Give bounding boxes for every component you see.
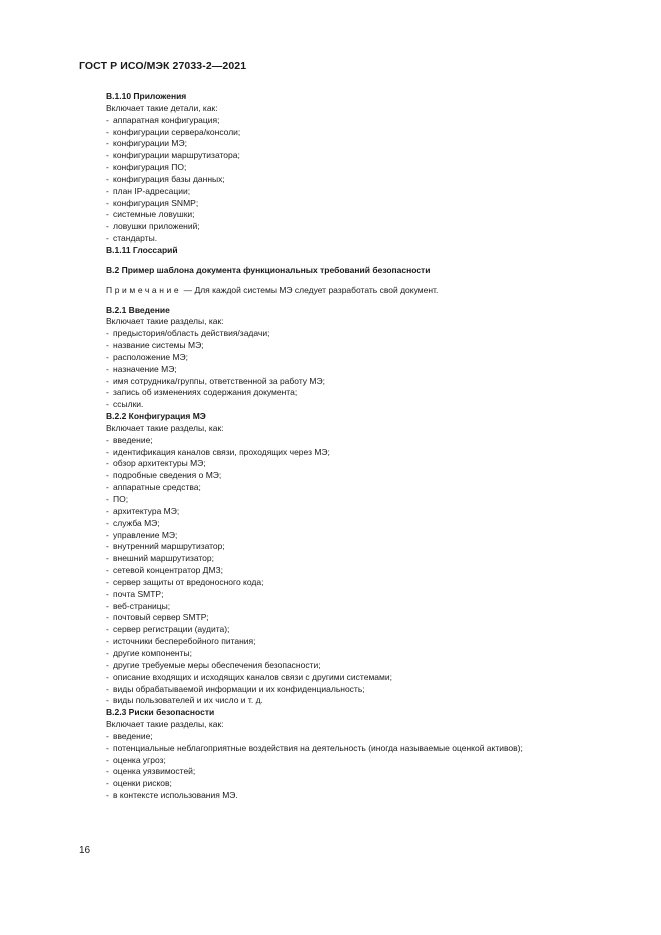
section-heading-b111: B.1.11 Глоссарий <box>106 244 178 255</box>
list-item: - внешний маршрутизатор; <box>106 553 606 565</box>
list-item: - виды пользователей и их число и т. д. <box>106 695 606 707</box>
list-item: - другие компоненты; <box>106 648 606 660</box>
list-item: - потенциальные неблагоприятные воздействия на деятельность (иногда называемые оценкой активов); <box>106 743 606 755</box>
list-item: - архитектура МЭ; <box>106 506 606 518</box>
list-item: - ловушки приложений; <box>106 221 606 233</box>
note-lead: Примечание <box>106 284 182 295</box>
list-item: - ссылки. <box>106 399 606 411</box>
list-item: - оценка угроз; <box>106 755 606 767</box>
list-item: - служба МЭ; <box>106 518 606 530</box>
list-item: - конфигурация базы данных; <box>106 174 606 186</box>
list-item: - сетевой концентратор ДМЗ; <box>106 565 606 577</box>
list-item: - сервер регистрации (аудита); <box>106 624 606 636</box>
page-number: 16 <box>79 845 91 856</box>
section-heading-b22: B.2.2 Конфигурация МЭ <box>106 411 206 422</box>
note-text: — Для каждой системы МЭ следует разработать свой документ. <box>183 284 439 295</box>
list-item: - почтовый сервер SMTP; <box>106 612 606 624</box>
list-item: - введение; <box>106 435 606 447</box>
list-b22 <box>106 435 606 707</box>
list-item: - конфигурации МЭ; <box>106 138 606 150</box>
list-item: - почта SMTP; <box>106 589 606 601</box>
list-item: - назначение МЭ; <box>106 364 606 376</box>
section-heading-b2: B.2 Пример шаблона документа функциональных требований безопасности <box>106 264 431 275</box>
list-item: - конфигурации маршрутизатора; <box>106 150 606 162</box>
document-header: ГОСТ Р ИСО/МЭК 27033-2—2021 <box>79 60 247 72</box>
list-item: - стандарты. <box>106 233 606 245</box>
list-item: - источники бесперебойного питания; <box>106 636 606 648</box>
list-item: - оценки рисков; <box>106 778 606 790</box>
section-heading-b23: B.2.3 Риски безопасности <box>106 707 215 718</box>
list-item: - другие требуемые меры обеспечения безопасности; <box>106 660 606 672</box>
list-item: - сервер защиты от вредоносного кода; <box>106 577 606 589</box>
list-item: - оценка уязвимостей; <box>106 766 606 778</box>
list-item: - запись об изменениях содержания документа; <box>106 387 606 399</box>
list-item: - план IP-адресации; <box>106 186 606 198</box>
list-item: - подробные сведения о МЭ; <box>106 470 606 482</box>
section-intro-b22: Включает такие разделы, как: <box>106 422 224 433</box>
list-b23 <box>106 731 606 802</box>
list-item: - предыстория/область действия/задачи; <box>106 328 606 340</box>
list-item: - аппаратная конфигурация; <box>106 115 606 127</box>
list-b110 <box>106 115 606 245</box>
list-item: - виды обрабатываемой информации и их конфиденциальность; <box>106 684 606 696</box>
list-item: - описание входящих и исходящих каналов связи с другими системами; <box>106 672 606 684</box>
list-item: - ПО; <box>106 494 606 506</box>
section-heading-b110: B.1.10 Приложения <box>106 91 187 101</box>
list-item: - имя сотрудника/группы, ответственной за работу МЭ; <box>106 376 606 388</box>
list-item: - веб-страницы; <box>106 601 606 613</box>
list-item: - системные ловушки; <box>106 209 606 221</box>
list-item: - конфигурации сервера/консоли; <box>106 127 606 139</box>
list-b21 <box>106 328 606 411</box>
list-item: - конфигурация SNMP; <box>106 198 606 210</box>
list-item: - обзор архитектуры МЭ; <box>106 458 606 470</box>
list-item: - управление МЭ; <box>106 530 606 542</box>
list-item: - идентификация каналов связи, проходящих через МЭ; <box>106 447 606 459</box>
list-item: - в контексте использования МЭ. <box>106 790 606 802</box>
section-heading-b21: B.2.1 Введение <box>106 304 170 315</box>
section-intro-b21: Включает такие разделы, как: <box>106 316 224 327</box>
document-body <box>106 91 606 802</box>
list-item: - аппаратные средства; <box>106 482 606 494</box>
section-intro-b110: Включает такие детали, как: <box>106 102 218 113</box>
section-intro-b23: Включает такие разделы, как: <box>106 719 224 730</box>
list-item: - внутренний маршрутизатор; <box>106 541 606 553</box>
list-item: - введение; <box>106 731 606 743</box>
list-item: - расположение МЭ; <box>106 352 606 364</box>
list-item: - название системы МЭ; <box>106 340 606 352</box>
note <box>106 285 606 297</box>
list-item: - конфигурация ПО; <box>106 162 606 174</box>
